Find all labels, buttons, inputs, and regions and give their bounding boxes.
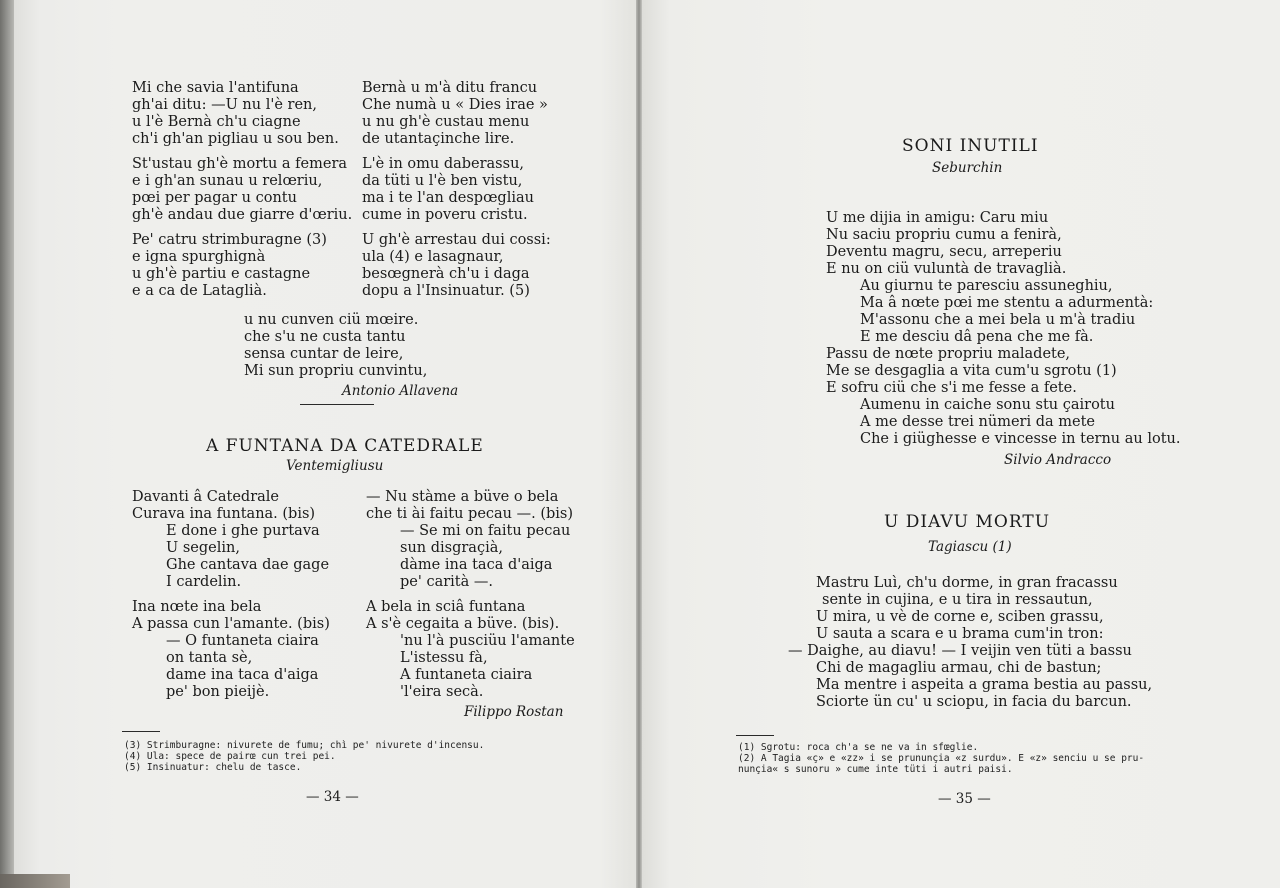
verse-line: 'nu l'à pusciüu l'amante <box>400 633 575 649</box>
verse-line: Ghe cantava dae gage <box>166 557 330 573</box>
page-number: — 35 — <box>938 791 991 807</box>
verse-line: che s'u ne custa tantu <box>244 329 406 345</box>
verse-line: Sciorte ün cu' u sciopu, in facia du barcun. <box>816 694 1132 710</box>
verse-line: u nu cunven ciü mœire. <box>244 312 419 328</box>
verse-line: — O funtaneta ciaira <box>166 633 319 649</box>
verse-line: u l'è Bernà ch'u ciagne <box>132 114 301 130</box>
verse-line: A me desse trei nümeri da mete <box>860 414 1096 430</box>
verse-line: dame ina taca d'aiga <box>166 667 319 683</box>
footnote-rule <box>736 735 774 736</box>
footnote: (1) Sgrotu: roca ch'a se ne va in sfœglie. <box>738 742 979 753</box>
verse-line: E nu on ciü vuluntà de travaglià. <box>826 261 1067 277</box>
verse-line: Curava ina funtana. (bis) <box>132 506 316 522</box>
verse-line: — Daighe, au diavu! — I veijin ven tüti a bassu <box>788 643 1132 659</box>
poem2-right-stanza <box>788 575 1152 711</box>
verse-line: U sauta a scara e u brama cum'in tron: <box>816 626 1104 642</box>
poem2-col1 <box>132 489 330 701</box>
verse-line: Aumenu in caiche sonu stu çairotu <box>860 397 1115 413</box>
poem-author: Filippo Rostan <box>464 704 564 720</box>
poem-author: Antonio Allavena <box>342 383 459 399</box>
verse-line: M'assonu che a mei bela u m'à tradiu <box>860 312 1136 328</box>
verse-line: Ina nœte ina bela <box>132 599 262 615</box>
verse-line: sun disgraçià, <box>400 540 503 556</box>
verse-line: Me se desgaglia a vita cum'u sgrotu (1) <box>826 363 1117 379</box>
verse-line: — Se mi on faitu pecau <box>400 523 571 539</box>
verse-line: Che numà u « Dies irae » <box>362 97 548 113</box>
verse-line: L'istessu fà, <box>400 650 488 666</box>
verse-line: U segelin, <box>166 540 240 556</box>
footnote: nunçia« s sunoru » cume inte tüti i autri paisi. <box>738 764 1013 775</box>
verse-line: pœi per pagar u contu <box>132 190 297 206</box>
verse-line: Passu de nœte propriu maladete, <box>826 346 1071 362</box>
footnote: (3) Strimburagne: nivurete de fumu; chì pe' nivurete d'incensu. <box>124 740 485 751</box>
footnote-rule <box>122 731 160 732</box>
verse-line: — Nu stàme a büve o bela <box>366 489 559 505</box>
verse-line: cume in poveru cristu. <box>362 207 528 223</box>
verse-line: L'è in omu daberassu, <box>362 156 525 172</box>
verse-line: besœgnerà ch'u i daga <box>362 266 530 282</box>
verse-line: Ma mentre i aspeita a grama bestia au passu, <box>816 677 1153 693</box>
verse-line: dopu a l'Insinuatur. (5) <box>362 283 530 299</box>
verse-line: U me dijia in amigu: Caru miu <box>826 210 1049 226</box>
verse-line: Nu saciu propriu cumu a fenirà, <box>826 227 1062 243</box>
verse-line: ula (4) e lasagnaur, <box>362 249 504 265</box>
verse-line: de utantaçinche lire. <box>362 131 515 147</box>
verse-line: on tanta sè, <box>166 650 253 666</box>
footnote: (2) A Tagia «ç» e «zz» i se prununçia «z surdu». E «z» senciu u se pru- <box>738 753 1145 764</box>
poem-subtitle: Seburchin <box>932 160 1003 176</box>
verse-line: 'l'eira secà. <box>400 684 484 700</box>
page-number: — 34 — <box>306 789 359 805</box>
poem-subtitle: Ventemigliusu <box>286 458 384 474</box>
poem-title: SONI INUTILI <box>902 136 1039 156</box>
verse-line: pe' carità —. <box>400 574 493 590</box>
verse-line: gh'ai ditu: —U nu l'è ren, <box>132 97 317 113</box>
poem2-col2 <box>366 489 575 701</box>
verse-line: E done i ghe purtava <box>166 523 320 539</box>
poem-subtitle: Tagiascu (1) <box>928 539 1012 555</box>
poem1-final-stanza <box>244 312 427 380</box>
verse-line: A passa cun l'amante. (bis) <box>132 616 330 632</box>
verse-line: ma i te l'an despœgliau <box>362 190 534 206</box>
section-divider <box>300 404 374 405</box>
verse-line: Deventu magru, secu, arreperiu <box>826 244 1062 260</box>
verse-line: U gh'è arrestau dui cossi: <box>362 232 551 248</box>
footnotes <box>124 740 484 773</box>
verse-line: Au giurnu te paresciu assuneghiu, <box>860 278 1113 294</box>
verse-line: e i gh'an sunau u relœriu, <box>132 173 323 189</box>
verse-line: da tüti u l'è ben vistu, <box>362 173 523 189</box>
poem-title: A FUNTANA DA CATEDRALE <box>206 436 484 456</box>
verse-line: u nu gh'è custau menu <box>362 114 530 130</box>
verse-line: e igna spurghignà <box>132 249 266 265</box>
poem1-col1 <box>132 80 352 300</box>
verse-line: A funtaneta ciaira <box>400 667 533 683</box>
verse-line: gh'è andau due giarre d'œriu. <box>132 207 353 223</box>
verse-line: Chi de magagliu armau, chi de bastun; <box>816 660 1102 676</box>
verse-line: I cardelin. <box>166 574 242 590</box>
verse-line: ch'i gh'an pigliau u sou ben. <box>132 131 339 147</box>
verse-line: Che i giüghesse e vincesse in ternu au lotu. <box>860 431 1181 447</box>
verse-line: A s'è cegaita a büve. (bis). <box>366 616 560 632</box>
verse-line: U mira, u vè de corne e, sciben grassu, <box>816 609 1104 625</box>
verse-line: E me desciu dâ pena che me fà. <box>860 329 1094 345</box>
verse-line: Mi che savia l'antifuna <box>132 80 299 96</box>
verse-line: St'ustau gh'è mortu a femera <box>132 156 348 172</box>
verse-line: E sofru ciü che s'i me fesse a fete. <box>826 380 1077 396</box>
sonnet-1 <box>826 210 1180 448</box>
verse-line: dàme ina taca d'aiga <box>400 557 553 573</box>
verse-line: A bela in sciâ funtana <box>366 599 526 615</box>
verse-line: sente in cujina, e u tira in ressautun, <box>822 592 1093 608</box>
verse-line: e a ca de Lataglià. <box>132 283 267 299</box>
poem-title: U DIAVU MORTU <box>884 512 1051 532</box>
verse-line: sensa cuntar de leire, <box>244 346 404 362</box>
book-gutter <box>636 0 642 888</box>
footnote: (5) Insinuatur: chelu de tasce. <box>124 762 302 773</box>
verse-line: Mi sun propriu cunvintu, <box>244 363 428 379</box>
verse-line: pe' bon pieijè. <box>166 684 270 700</box>
footnote: (4) Ula: spece de pairœ cun trei pei. <box>124 751 336 762</box>
verse-line: Bernà u m'à ditu francu <box>362 80 538 96</box>
verse-line: u gh'è partiu e castagne <box>132 266 311 282</box>
verse-line: Ma â nœte pœi me stentu a adurmentà: <box>860 295 1154 311</box>
verse-line: Pe' catru strimburagne (3) <box>132 232 327 248</box>
cover-corner <box>0 874 70 888</box>
page-edge <box>0 0 14 888</box>
poem1-col2 <box>362 80 551 300</box>
poem-author: Silvio Andracco <box>1004 452 1112 468</box>
verse-line: che ti ài faitu pecau —. (bis) <box>366 506 574 522</box>
footnotes <box>738 742 1144 775</box>
verse-line: Mastru Luì, ch'u dorme, in gran fracassu <box>816 575 1118 591</box>
verse-line: Davanti â Catedrale <box>132 489 279 505</box>
